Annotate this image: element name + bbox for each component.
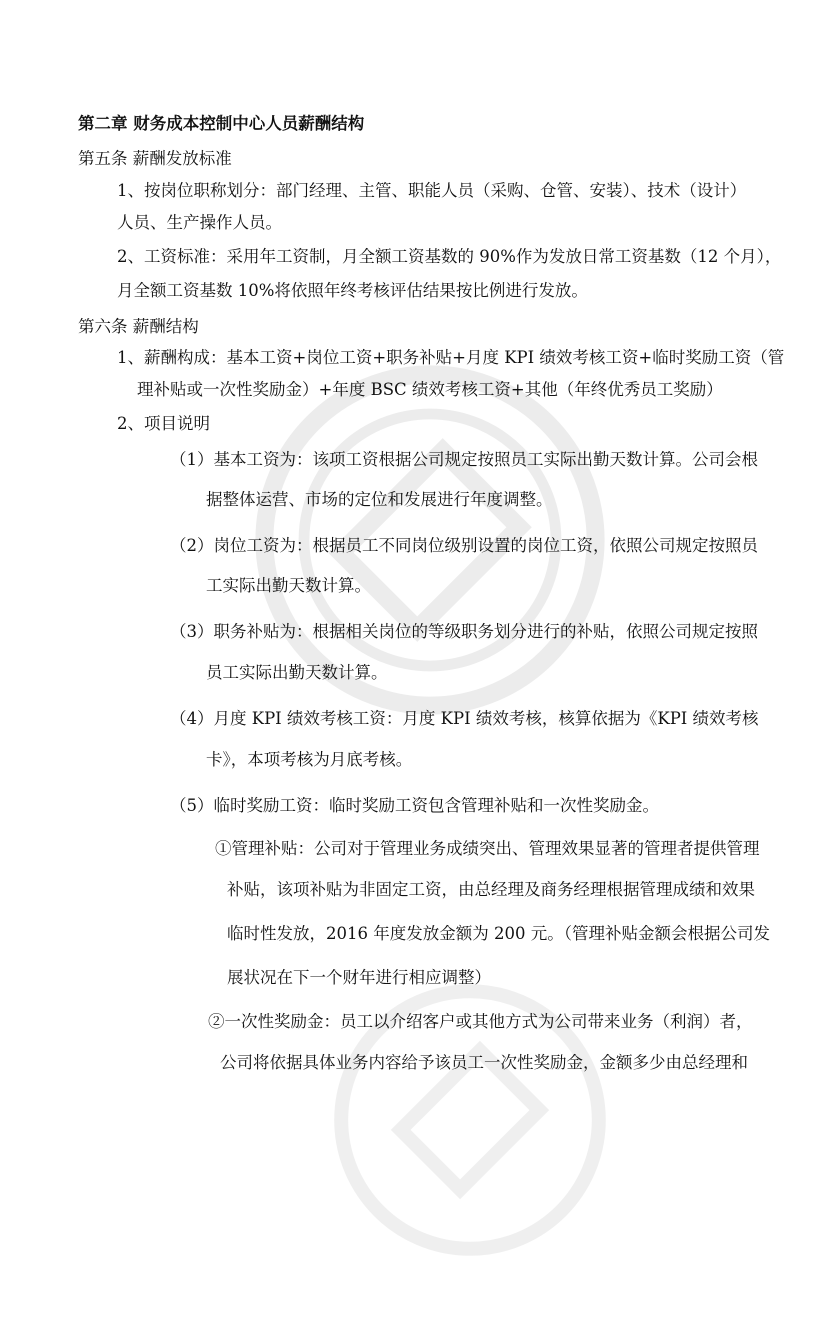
one-time-bonus-line-1: ②一次性奖励金：员工以介绍客户或其他方式为公司带来业务（利润）者， <box>208 1012 753 1031</box>
article-5-item-2-line-1: 2、工资标准：采用年工资制，月全额工资基数的 90%作为发放日常工资基数（12 个月）， <box>117 247 782 266</box>
article-6-heading: 第六条 薪酬结构 <box>78 317 199 336</box>
sub-item-1-line-1: （1）基本工资为：该项工资根据公司规定按照员工实际出勤天数计算。公司会根 <box>170 450 758 469</box>
chapter-title: 第二章 财务成本控制中心人员薪酬结构 <box>78 114 365 133</box>
management-subsidy-line-3: 临时性发放，2016 年度发放金额为 200 元。（管理补贴金额会根据公司发 <box>227 924 770 943</box>
article-5-item-1-line-1: 1、按岗位职称划分：部门经理、主管、职能人员（采购、仓管、安装）、技术（设计） <box>117 181 747 200</box>
article-5-heading: 第五条 薪酬发放标准 <box>78 149 232 168</box>
management-subsidy-line-4: 展状况在下一个财年进行相应调整） <box>227 968 491 987</box>
article-6-item-2-heading: 2、项目说明 <box>117 414 210 433</box>
sub-item-2-line-2: 工实际出勤天数计算。 <box>206 576 371 595</box>
management-subsidy-line-1: ①管理补贴：公司对于管理业务成绩突出、管理效果显著的管理者提供管理 <box>215 839 760 858</box>
sub-item-5: （5）临时奖励工资：临时奖励工资包含管理补贴和一次性奖励金。 <box>170 796 659 815</box>
article-6-item-1-line-1: 1、薪酬构成：基本工资+岗位工资+职务补贴+月度 KPI 绩效考核工资+临时奖励工资（管 <box>117 348 785 367</box>
article-5-item-1-line-2: 人员、生产操作人员。 <box>117 213 282 232</box>
sub-item-4-line-2: 卡》，本项考核为月底考核。 <box>206 750 413 769</box>
article-6-item-1-line-2: 理补贴或一次性奖励金）+年度 BSC 绩效考核工资+其他（年终优秀员工奖励） <box>137 380 723 399</box>
article-5-item-2-line-2: 月全额工资基数 10%将依照年终考核评估结果按比例进行发放。 <box>117 281 588 300</box>
sub-item-1-line-2: 据整体运营、市场的定位和发展进行年度调整。 <box>206 490 553 509</box>
sub-item-2-line-1: （2）岗位工资为：根据员工不同岗位级别设置的岗位工资，依照公司规定按照员 <box>170 536 758 555</box>
sub-item-3-line-2: 员工实际出勤天数计算。 <box>206 663 388 682</box>
sub-item-3-line-1: （3）职务补贴为：根据相关岗位的等级职务划分进行的补贴，依照公司规定按照 <box>170 622 758 641</box>
management-subsidy-line-2: 补贴，该项补贴为非固定工资，由总经理及商务经理根据管理成绩和效果 <box>227 880 755 899</box>
one-time-bonus-line-2: 公司将依据具体业务内容给予该员工一次性奖励金，金额多少由总经理和 <box>220 1053 748 1072</box>
sub-item-4-line-1: （4）月度 KPI 绩效考核工资：月度 KPI 绩效考核，核算依据为《KPI 绩效考核 <box>170 709 759 728</box>
